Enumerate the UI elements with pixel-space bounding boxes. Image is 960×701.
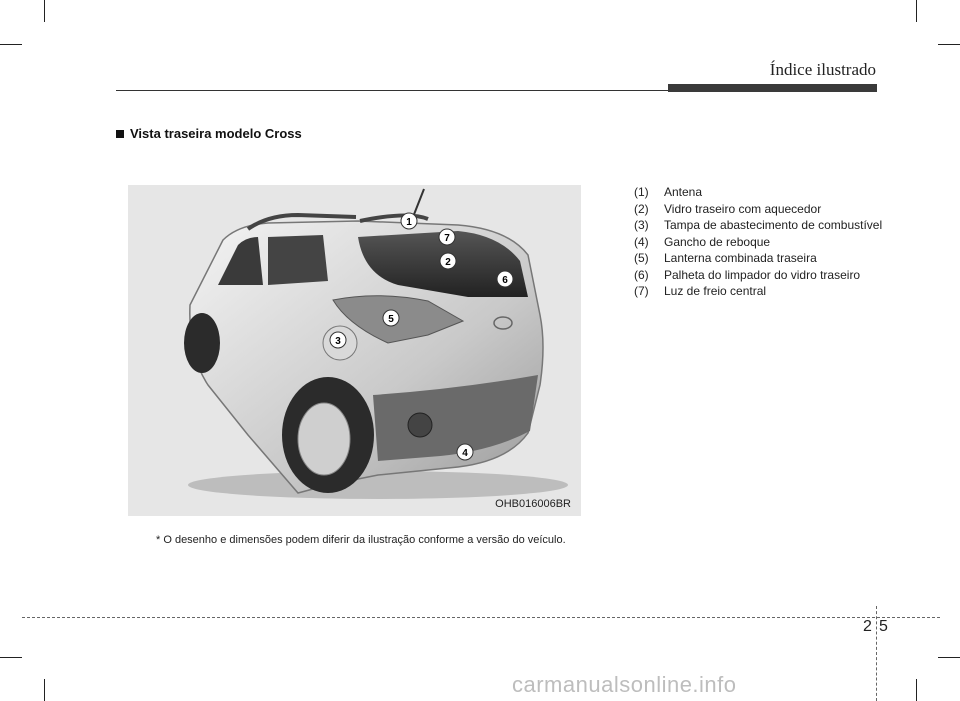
legend-item bbox=[634, 250, 894, 267]
legend-item bbox=[634, 201, 894, 218]
legend-number: (6) bbox=[634, 267, 649, 282]
car-rear-illustration bbox=[128, 185, 581, 516]
crop-mark bbox=[0, 657, 22, 658]
legend-text: Antena bbox=[664, 185, 703, 199]
legend-text: Palheta do limpador do vidro traseiro bbox=[664, 267, 861, 282]
legend-item bbox=[634, 283, 894, 300]
callout-3: 3 bbox=[335, 336, 341, 347]
page-header-title: Índice ilustrado bbox=[769, 60, 876, 79]
legend-number: (1) bbox=[634, 185, 649, 199]
legend-text: Vidro traseiro com aquecedor bbox=[664, 201, 822, 216]
header-bar bbox=[668, 84, 877, 92]
legend-text: Luz de freio central bbox=[664, 284, 767, 298]
crop-mark bbox=[916, 0, 917, 22]
figure-code: OHB016006BR bbox=[495, 498, 571, 510]
callout-4: 4 bbox=[462, 448, 468, 459]
page-number-value: 5 bbox=[879, 618, 889, 635]
callout-6: 6 bbox=[502, 275, 508, 286]
square-bullet-icon bbox=[116, 130, 124, 138]
legend-number: (7) bbox=[634, 284, 649, 298]
section-heading bbox=[116, 126, 302, 141]
crop-mark bbox=[938, 44, 960, 45]
crop-mark bbox=[44, 679, 45, 701]
callout-7: 7 bbox=[444, 233, 450, 244]
legend-number: (4) bbox=[634, 234, 649, 249]
chapter-number: 2 bbox=[863, 618, 873, 635]
legend-text: Gancho de reboque bbox=[664, 234, 771, 249]
footnote: * O desenho e dimensões podem diferir da ilustração conforme a versão do veículo. bbox=[156, 534, 566, 546]
footer-dashed-rule bbox=[22, 617, 940, 618]
header-rule bbox=[116, 90, 670, 91]
crop-mark bbox=[0, 44, 22, 45]
legend-item bbox=[634, 184, 894, 201]
callout-2: 2 bbox=[445, 257, 451, 268]
section-heading-text: Vista traseira modelo Cross bbox=[130, 126, 302, 141]
parts-legend bbox=[634, 184, 894, 300]
crop-mark bbox=[916, 679, 917, 701]
car-drawing bbox=[128, 185, 581, 516]
callout-1: 1 bbox=[406, 217, 412, 228]
legend-item bbox=[634, 234, 894, 251]
legend-item bbox=[634, 217, 894, 234]
crop-mark bbox=[938, 657, 960, 658]
watermark: carmanualsonline.info bbox=[512, 672, 737, 697]
crop-mark bbox=[44, 0, 45, 22]
page-number bbox=[860, 618, 892, 636]
legend-number: (2) bbox=[634, 201, 649, 216]
legend-number: (5) bbox=[634, 251, 649, 265]
callout-5: 5 bbox=[388, 314, 394, 325]
legend-text: Lanterna combinada traseira bbox=[664, 251, 817, 265]
legend-item bbox=[634, 267, 894, 284]
legend-number: (3) bbox=[634, 218, 649, 232]
legend-text: Tampa de abastecimento de combustível bbox=[664, 218, 883, 232]
